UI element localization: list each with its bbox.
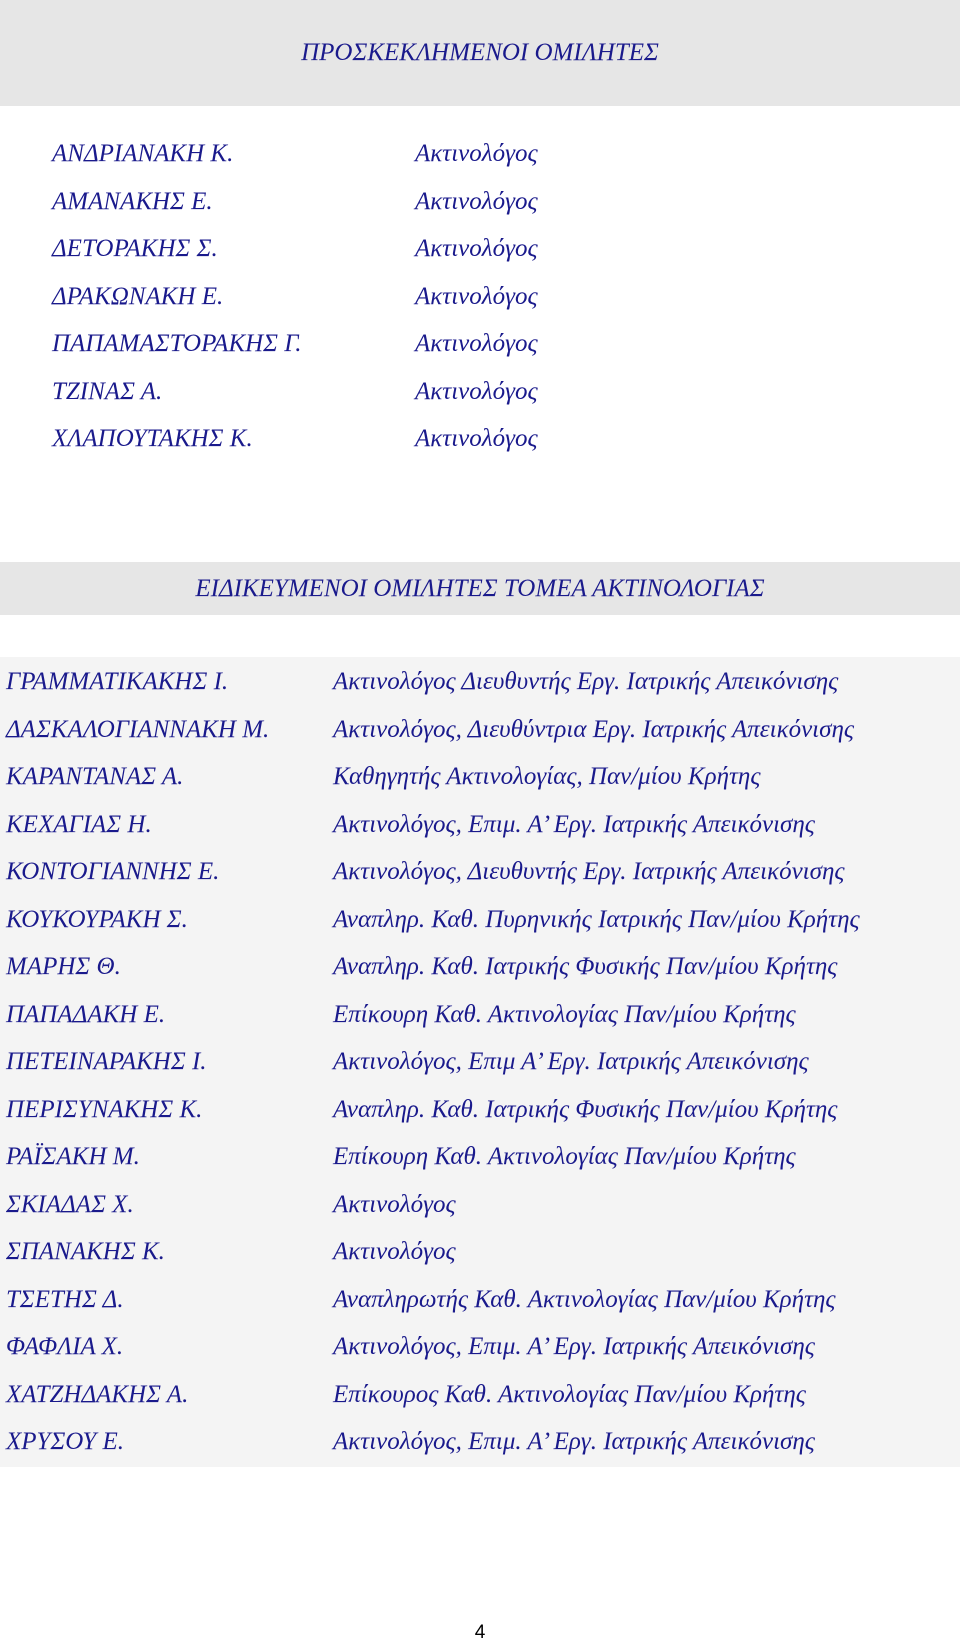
- speaker-row: [0, 273, 960, 321]
- speaker-role: Ακτινολόγος, Επιμ Α’ Εργ. Ιατρικής Απεικόνισης: [333, 1048, 809, 1075]
- speaker-row: [0, 658, 960, 706]
- speaker-row: [0, 415, 960, 463]
- speaker-name: ΦΑΦΛΙΑ Χ.: [6, 1333, 124, 1360]
- speaker-role: Επίκουρη Καθ. Ακτινολογίας Παν/μίου Κρήτης: [333, 1143, 796, 1170]
- speaker-name: ΔΕΤΟΡΑΚΗΣ Σ.: [52, 235, 218, 262]
- speaker-role: Ακτινολόγος: [333, 1238, 456, 1265]
- speaker-name: ΚΟΥΚΟΥΡΑΚΗ Σ.: [6, 905, 188, 933]
- speaker-name: ΤΖΙΝΑΣ Α.: [52, 377, 163, 405]
- speaker-role: Επίκουρος Καθ. Ακτινολογίας Παν/μίου Κρήτης: [333, 1380, 806, 1408]
- speaker-role: Ακτινολόγος: [333, 1190, 456, 1218]
- speaker-row: [0, 320, 960, 368]
- speaker-name: ΚΕΧΑΓΙΑΣ Η.: [6, 810, 152, 838]
- speaker-role: Ακτινολόγος: [415, 235, 538, 262]
- speaker-role: Αναπληρωτής Καθ. Ακτινολογίας Παν/μίου Κρήτης: [333, 1285, 836, 1313]
- speaker-row: [0, 1323, 960, 1371]
- invited-speakers-list: [0, 130, 960, 463]
- speaker-name: ΔΡΑΚΩΝΑΚΗ Ε.: [52, 282, 224, 310]
- speaker-name: ΧΡΥΣΟΥ Ε.: [6, 1428, 125, 1455]
- speaker-name: ΚΟΝΤΟΓΙΑΝΝΗΣ Ε.: [6, 858, 220, 885]
- specialist-speakers-heading: ΕΙΔΙΚΕΥΜΕΝΟΙ ΟΜΙΛΗΤΕΣ ΤΟΜΕΑ ΑΚΤΙΝΟΛΟΓΙΑΣ: [195, 574, 765, 602]
- speaker-row: [0, 1038, 960, 1086]
- speaker-name: ΔΑΣΚΑΛΟΓΙΑΝΝΑΚΗ Μ.: [6, 715, 270, 743]
- speaker-role: Ακτινολόγος: [415, 187, 538, 215]
- speaker-role: Ακτινολόγος: [415, 425, 538, 452]
- speaker-row: [0, 1276, 960, 1324]
- speaker-name: ΚΑΡΑΝΤΑΝΑΣ Α.: [6, 763, 184, 790]
- speaker-row: [0, 848, 960, 896]
- speaker-name: ΜΑΡΗΣ Θ.: [6, 953, 121, 980]
- specialist-speakers-banner: [0, 562, 960, 615]
- speaker-name: ΣΚΙΑΔΑΣ Χ.: [6, 1190, 134, 1218]
- speaker-name: ΠΕΤΕΙΝΑΡΑΚΗΣ Ι.: [6, 1048, 207, 1075]
- speaker-name: ΡΑΪΣΑΚΗ Μ.: [6, 1143, 140, 1170]
- speaker-role: Αναπληρ. Καθ. Ιατρικής Φυσικής Παν/μίου Κρήτης: [333, 953, 838, 980]
- speaker-role: Επίκουρη Καθ. Ακτινολογίας Παν/μίου Κρήτης: [333, 1000, 796, 1028]
- speaker-role: Ακτινολόγος, Επιμ. Α’ Εργ. Ιατρικής Απεικόνισης: [333, 1428, 815, 1455]
- speaker-name: ΠΑΠΑΜΑΣΤΟΡΑΚΗΣ Γ.: [52, 330, 302, 357]
- speaker-row: [0, 943, 960, 991]
- speaker-role: Ακτινολόγος, Επιμ. Α’ Εργ. Ιατρικής Απεικόνισης: [333, 1333, 815, 1360]
- speaker-name: ΧΛΑΠΟΥΤΑΚΗΣ Κ.: [52, 425, 253, 452]
- speaker-row: [0, 368, 960, 416]
- speaker-row: [0, 178, 960, 226]
- speaker-name: ΠΕΡΙΣΥΝΑΚΗΣ Κ.: [6, 1095, 203, 1123]
- speaker-row: [0, 1371, 960, 1419]
- speaker-row: [0, 896, 960, 944]
- speaker-row: [0, 991, 960, 1039]
- speaker-row: [0, 801, 960, 849]
- speaker-name: ΣΠΑΝΑΚΗΣ Κ.: [6, 1238, 165, 1265]
- speaker-role: Ακτινολόγος, Διευθυντής Εργ. Ιατρικής Απεικόνισης: [333, 858, 845, 885]
- speaker-row: [0, 1418, 960, 1466]
- speaker-row: [0, 753, 960, 801]
- speaker-name: ΤΣΕΤΗΣ Δ.: [6, 1285, 124, 1313]
- speaker-row: [0, 225, 960, 273]
- speaker-row: [0, 1133, 960, 1181]
- speaker-name: ΓΡΑΜΜΑΤΙΚΑΚΗΣ Ι.: [6, 668, 229, 695]
- speaker-name: ΠΑΠΑΔΑΚΗ Ε.: [6, 1000, 166, 1028]
- speaker-name: ΧΑΤΖΗΔΑΚΗΣ Α.: [6, 1380, 189, 1408]
- speaker-row: [0, 1181, 960, 1229]
- speaker-role: Ακτινολόγος, Διευθύντρια Εργ. Ιατρικής Απεικόνισης: [333, 715, 855, 743]
- invited-speakers-banner: [0, 0, 960, 106]
- specialist-speakers-list: [0, 658, 960, 1466]
- speaker-role: Ακτινολόγος: [415, 282, 538, 310]
- speaker-name: ΑΜΑΝΑΚΗΣ Ε.: [52, 187, 213, 215]
- speaker-role: Ακτινολόγος Διευθυντής Εργ. Ιατρικής Απεικόνισης: [333, 668, 839, 695]
- page-number: 4: [474, 1622, 486, 1643]
- speaker-row: [0, 130, 960, 178]
- speaker-role: Ακτινολόγος: [415, 377, 538, 405]
- speaker-role: Αναπληρ. Καθ. Πυρηνικής Ιατρικής Παν/μίου Κρήτης: [333, 905, 860, 933]
- speaker-role: Αναπληρ. Καθ. Ιατρικής Φυσικής Παν/μίου Κρήτης: [333, 1095, 838, 1123]
- speaker-role: Ακτινολόγος: [415, 330, 538, 357]
- speaker-row: [0, 706, 960, 754]
- speaker-role: Ακτινολόγος: [415, 140, 538, 167]
- speaker-role: Ακτινολόγος, Επιμ. Α’ Εργ. Ιατρικής Απεικόνισης: [333, 810, 815, 838]
- speaker-name: ΑΝΔΡΙΑΝΑΚΗ Κ.: [52, 140, 234, 167]
- speaker-role: Καθηγητής Ακτινολογίας, Παν/μίου Κρήτης: [333, 763, 761, 790]
- invited-speakers-heading: ΠΡΟΣΚΕΚΛΗΜΕΝΟΙ ΟΜΙΛΗΤΕΣ: [301, 39, 659, 66]
- speaker-row: [0, 1086, 960, 1134]
- speaker-row: [0, 1228, 960, 1276]
